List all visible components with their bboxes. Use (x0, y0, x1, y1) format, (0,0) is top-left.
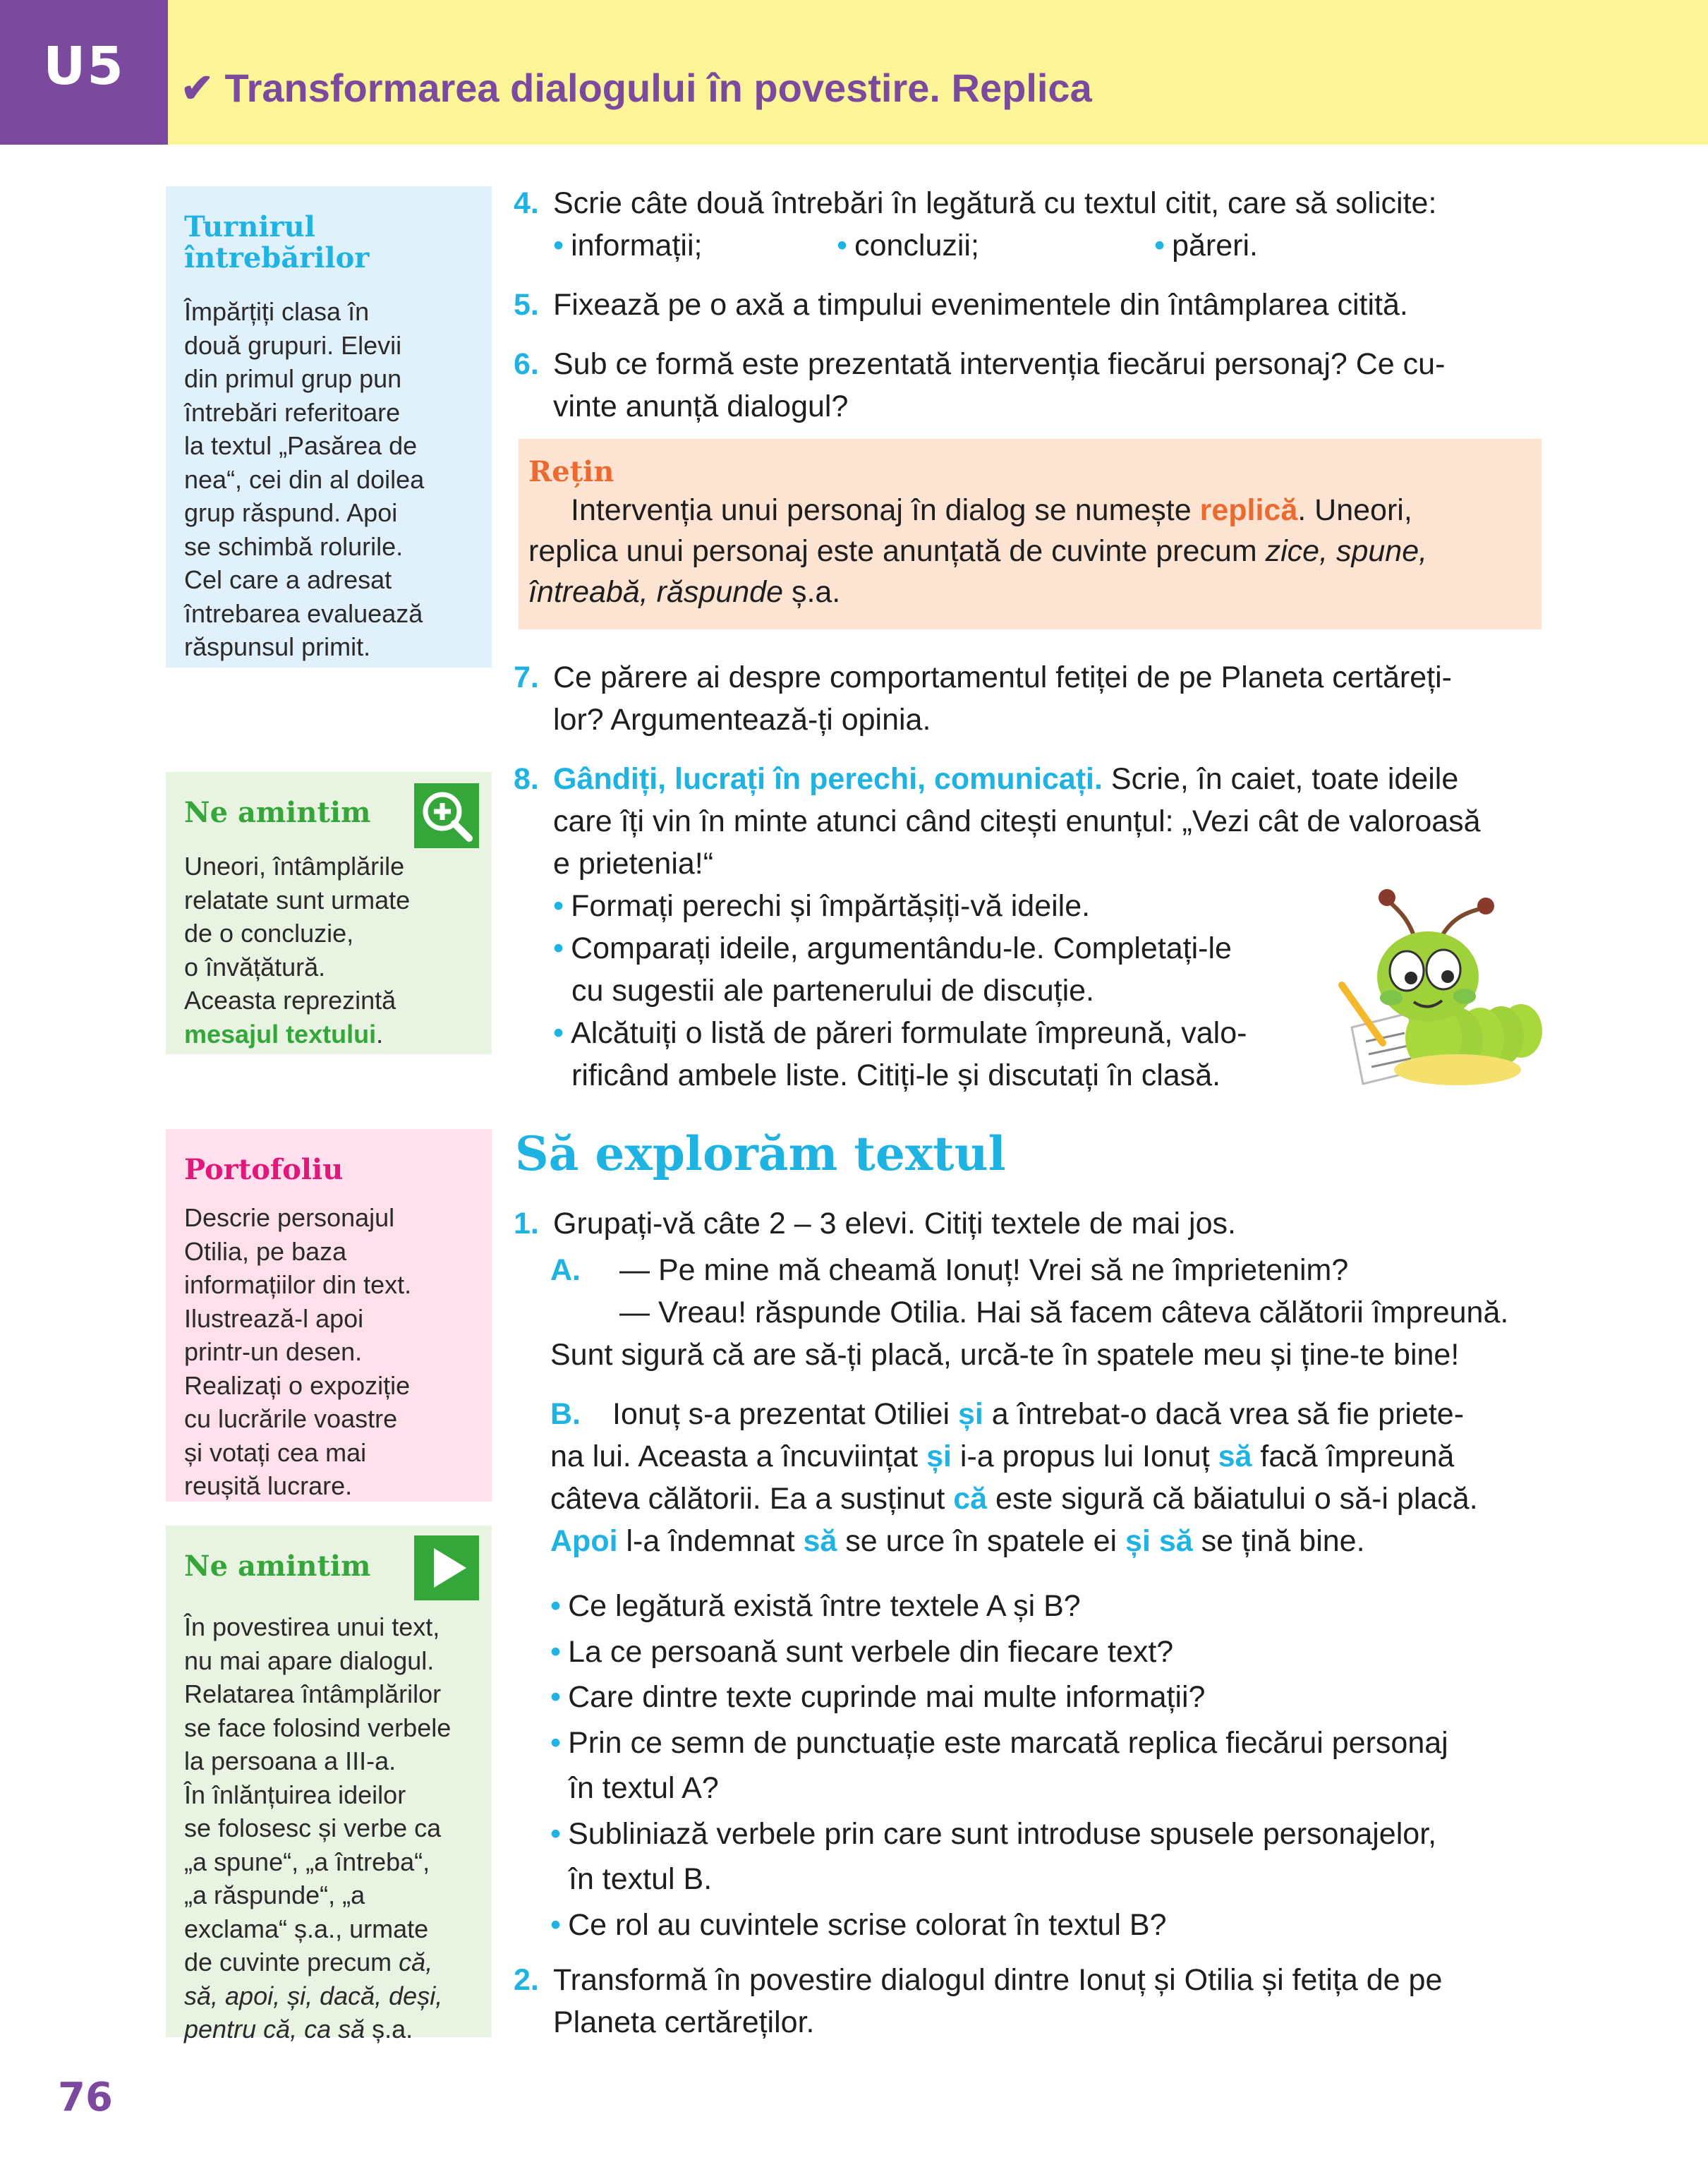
question-number: 8. (514, 762, 539, 796)
question-number: 4. (514, 186, 539, 220)
caterpillar-illustration (1338, 879, 1542, 1091)
section-title: Să explorăm textul (515, 1126, 1006, 1181)
box-title: Turnirul întrebărilor (184, 210, 370, 274)
highlight-instruction: Gândiți, lucrați în perechi, comunicați. (553, 762, 1103, 796)
question-7: 7. Ce părere ai despre comportamentul fetiței de pe Planeta certăreți- lor? Argumentează-ți opinia. (514, 656, 1544, 741)
box-text: Descrie personajul Otilia, pe baza informațiilor din text. Ilustrează-l apoi printr-un desen. Realizați o expoziție cu lucrările voastre și votați cea mai reușită lucrare. (184, 1203, 412, 1500)
page-title: ✔ Transformarea dialogului în povestire. Replica (181, 66, 1092, 110)
retin-box: Rețin Intervenția unui personaj în dialog se numește replică. Uneori, replica unui personaj este anunțată de cuvinte precum zice, spune, întreabă, răspunde ș.a. (519, 439, 1542, 629)
question-number: 5. (514, 288, 539, 322)
list-item: • Subliniază verbele prin care sunt introduse spusele personajelor, (550, 1817, 1436, 1851)
question-number: 7. (514, 660, 539, 694)
explore-bullets: • Ce legătură există între textele A și B? • La ce persoană sunt verbele din fiecare text? • Care dintre texte cuprinde mai multe informații? • Prin ce semn de punctuație este marcată replica fiecărui personaj în textul A? • Subliniază verbele prin care sunt introduse spusele personajelor, în textul B. • Ce rol au cuvintele scrise colorat în textul B? (514, 1583, 1544, 1948)
sidebar-box-turnirul (166, 186, 492, 668)
page-header (0, 0, 1708, 145)
highlight-replica: replică (1199, 493, 1298, 527)
question-4: 4. Scrie câte două întrebări în legătură cu textul citit, care să solicite: • informații; • concluzii; • păreri. (514, 182, 1544, 267)
list-item: • Comparați ideile, argumentându-le. Completați-le (553, 931, 1232, 965)
box-title: Ne amintim (184, 796, 371, 829)
q4-options (514, 224, 1544, 267)
sidebar-box-portofoliu (166, 1129, 492, 1502)
option-item: • păreri. (1154, 224, 1258, 267)
box-title: Ne amintim (184, 1550, 371, 1583)
explore-exercise-1: 1. Grupați-vă câte 2 – 3 elevi. Citiți textele de mai jos. (514, 1202, 1544, 1245)
box-title: Rețin (528, 455, 614, 488)
text-label-a: A. (550, 1253, 581, 1287)
highlight-mesajul: mesajul textului (184, 1019, 377, 1049)
list-item: • Care dintre texte cuprinde mai multe informații? (550, 1680, 1205, 1714)
box-title: Portofoliu (184, 1153, 344, 1186)
unit-badge: U5 (0, 0, 168, 145)
option-item: • concluzii; (837, 224, 979, 267)
question-number: 1. (514, 1207, 539, 1241)
box-text: Uneori, întâmplările relatate sunt urmate de o concluzie, o învățătură. Aceasta reprezintă mesajul textului. (184, 852, 411, 1049)
question-number: 2. (514, 1963, 539, 1997)
list-item: • Prin ce semn de punctuație este marcată replica fiecărui personaj (550, 1726, 1448, 1760)
sidebar-box-ne-amintim-2 (166, 1526, 492, 2044)
text-a: A. — Pe mine mă cheamă Ionuț! Vrei să ne împrietenim? — Vreau! răspunde Otilia. Hai să facem câteva călătorii împreună. Sunt sigură că are să-ți placă, urcă-te în spatele meu și ține-te bine! (514, 1249, 1544, 1376)
question-number: 6. (514, 347, 539, 381)
explore-exercise-2: 2. Transformă în povestire dialogul dintre Ionuț și Otilia și fetița de pe Planeta certăreților. (514, 1959, 1544, 2044)
text-b: B. Ionuț s-a prezentat Otiliei și a întrebat-o dacă vrea să fie priete- na lui. Aceasta a încuviințat și i-a propus lui Ionuț să facă împreună câteva călătorii. Ea a susținut că este sigură că băiatului o să-i placă. Apoi l-a îndemnat să se urce în spatele ei și să se țină bine. (514, 1393, 1544, 1562)
page-number: 76 (58, 2075, 113, 2120)
text-label-b: B. (550, 1397, 581, 1431)
sidebar-box-ne-amintim-1 (166, 772, 492, 1054)
list-item: • Ce legătură există între textele A și B? (550, 1589, 1081, 1623)
box-text: În povestirea unui text, nu mai apare dialogul. Relatarea întâmplărilor se face folosind verbele la persoana a III-a. În înlănțuirea ideilor se folosesc și verbe ca „a spune“, „a întreba“, „a răspunde“, „a exclama“ ș.a., urmate de cuvinte precum că, să, apoi, și, dacă, deși, pentru că, ca să ș.a. (184, 1612, 452, 2044)
question-8: 8. Gândiți, lucrați în perechi, comunicați. Scrie, în caiet, toate ideile care îți vin în minte atunci când citești enunțul: „Vezi cât de valoroasă e prietenia!“ • Formați perechi și împărtășiți-vă ideile. • Comparați ideile, argumentându-le. Completați-le cu sugestii ale partenerului de discuție. • Alcătuiți o listă de păreri formulate împreună, valo- rificând ambele liste. Citiți-le și discutați în clasă. (514, 758, 1544, 1097)
question-5: 5. Fixează pe o axă a timpului evenimentele din întâmplarea citită. (514, 284, 1544, 326)
list-item: • Alcătuiți o listă de păreri formulate împreună, valo- (553, 1016, 1247, 1050)
play-icon (414, 1535, 479, 1600)
question-6: 6. Sub ce formă este prezentată intervenția fiecărui personaj? Ce cu- vinte anunță dialogul? (514, 343, 1544, 428)
box-text: Împărțiți clasa în două grupuri. Elevii din primul grup pun întrebări referitoare la textul „Pasărea de nea“, cei din al doilea grup răspund. Apoi se schimbă rolurile. Cel care a adresat întrebarea evaluează răspunsul primit. (184, 297, 425, 661)
zoom-in-icon (414, 783, 479, 848)
list-item: • Ce rol au cuvintele scrise colorat în textul B? (550, 1908, 1167, 1942)
list-item: • Formați perechi și împărtășiți-vă ideile. (553, 889, 1090, 923)
option-item: • informații; (553, 224, 702, 267)
list-item: • La ce persoană sunt verbele din fiecare text? (550, 1635, 1173, 1669)
